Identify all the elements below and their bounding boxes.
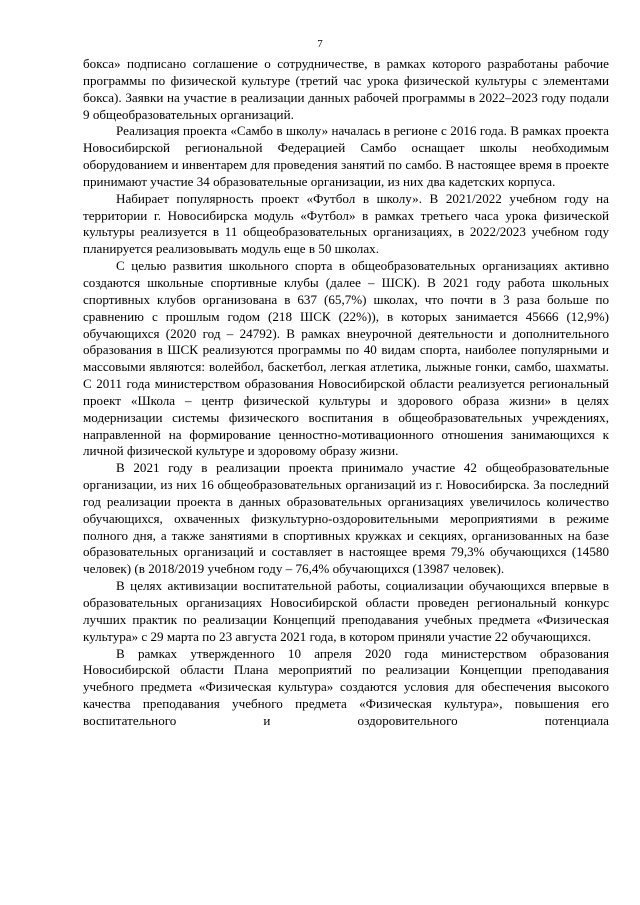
paragraph-school-sports-clubs: С целью развития школьного спорта в общеобразовательных организациях активно создаются школьные спортивные клубы (далее – ШСК). В 2021 году работа школьных спортивных клубов организована в 637 (65,7%) школах, что почти в 3 раза больше по сравнению с прошлым годом (218 ШСК (22%)), в которых занимается 45666 (12,9%) обучающихся (2020 год – 24792). В рамках внеурочной деятельности и дополнительного образования в ШСК реализуются программы по 40 видам спорта, наиболее популярными и массовыми являются: волейбол, баскетбол, легкая атлетика, лыжные гонки, самбо, шахматы. С 2011 года министерством образования Новосибирской области реализуется региональный проект «Школа – центр физической культуры и здорового образа жизни» в целях модернизации системы физического воспитания в общеобразовательных учреждениях, направленной на формирование ценностно-мотивационного отношения занимающихся к личной физической культуре и здоровому образу жизни. — [83, 258, 609, 459]
paragraph-boxing-continuation: бокса» подписано соглашение о сотрудничестве, в рамках которого разработаны рабочие программы по физической культуре (третий час урока физической культуры с элементами бокса). Заявки на участие в реализации данных рабочей программы в 2022–2023 году подали 9 общеобразовательных организаций. — [83, 56, 609, 122]
paragraph-sambo-project: Реализация проекта «Самбо в школу» началась в регионе с 2016 года. В рамках проекта Новосибирской региональной Федерацией Самбо оснащает школы необходимым оборудованием и инвентарем для проведения занятий по самбо. В настоящее время в проекте принимают участие 34 образовательные организации, из них два кадетских корпуса. — [83, 123, 609, 189]
paragraph-best-practices-contest: В целях активизации воспитательной работы, социализации обучающихся впервые в образовательных организациях Новосибирской области проведен региональный конкурс лучших практик по реализации Концепций преподавания учебных предмета «Физическая культура» с 29 марта по 23 августа 2021 года, в котором приняли участие 22 обучающихся. — [83, 578, 609, 644]
paragraph-football-project: Набирает популярность проект «Футбол в школу». В 2021/2022 учебном году на территории г. Новосибирска модуль «Футбол» в рамках третьего часа урока физической культуры реализуется в 11 общеобразовательных организациях, в 2022/2023 учебном году планируется реализовывать модуль еще в 50 школах. — [83, 190, 609, 257]
page-number: 7 — [317, 38, 323, 50]
paragraph-project-participation-2021: В 2021 году в реализации проекта принимало участие 42 общеобразовательные организации, из них 16 общеобразовательных организаций из г. Новосибирска. За последний год реализации проекта в данных образовательных организациях увеличилось количество обучающихся, охваченных физкультурно-оздоровительными мероприятиями в режиме полного дня, а также занятиями в спортивных кружках и секциях, организованных на базе образовательных организаций и составляет в настоящее время 79,3% обучающихся (14580 человек) (в 2018/2019 учебном году – 76,4% обучающихся (13987 человек). — [83, 460, 609, 577]
paragraph-concept-plan: В рамках утвержденного 10 апреля 2020 года министерством образования Новосибирской области Плана мероприятий по реализации Концепции преподавания учебного предмета «Физическая культура» создаются условия для обеспечения высокого качества преподавания учебного предмета «Физическая культура», повышения его воспитательного и оздоровительного потенциала — [83, 645, 609, 728]
document-body — [83, 56, 609, 730]
